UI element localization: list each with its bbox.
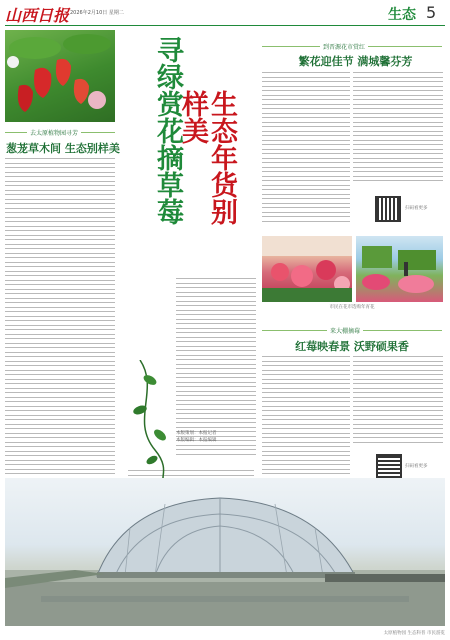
- left-story-title: 葱茏草木间 生态别样美: [6, 142, 120, 155]
- vine-decoration: [130, 360, 190, 480]
- footer-caption: 太原植物园 生态科普 市民游览: [383, 631, 445, 636]
- page-number: 5: [426, 3, 437, 22]
- qr-note-top: 扫码看更多: [405, 206, 428, 211]
- flower-market-photo-2: [356, 236, 443, 302]
- newspaper-logo: 山西日报: [5, 6, 70, 25]
- byline-editor: 本版策划：本报记者 本版编辑：本报编辑: [176, 431, 217, 443]
- headline-line-2: 寻绿赏花摘草莓: [152, 36, 183, 225]
- right-top-banner: [262, 42, 442, 51]
- left-banner-text: 去太原植物园寻芳: [27, 128, 81, 137]
- right-bottom-banner-text: 来大棚摘莓: [327, 326, 363, 335]
- section-name: 生态: [388, 7, 416, 23]
- issue-date: 2026年2月10日 星期二: [70, 10, 124, 16]
- right-top-text-a: [262, 72, 350, 232]
- right-top-banner-text: 到晋源花市赏红: [320, 42, 368, 51]
- right-top-title: 繁花迎佳节 满城馨芬芳: [298, 55, 413, 68]
- flower-market-photo-1: [262, 236, 352, 302]
- right-bottom-text-b: [353, 356, 443, 456]
- headline-line-1: 生态年货别样美: [177, 90, 237, 225]
- photo-caption-top: 市民在花市选购年宵花: [329, 305, 375, 310]
- qr-note-bottom: 扫码看更多: [405, 464, 428, 469]
- masthead-rule: [5, 25, 445, 26]
- greenhouse-photo: [5, 478, 445, 626]
- main-headline: [136, 36, 256, 236]
- qr-code-bottom[interactable]: [376, 454, 402, 480]
- right-top-text-b: [353, 72, 443, 194]
- qr-code-top[interactable]: [375, 196, 401, 222]
- masthead: [0, 0, 450, 26]
- strawberry-photo: [5, 30, 115, 122]
- right-bottom-text-a: [262, 356, 350, 496]
- right-bottom-banner: [262, 326, 442, 335]
- left-banner: [5, 128, 115, 137]
- right-bottom-title: 红莓映春景 沃野硕果香: [295, 340, 409, 353]
